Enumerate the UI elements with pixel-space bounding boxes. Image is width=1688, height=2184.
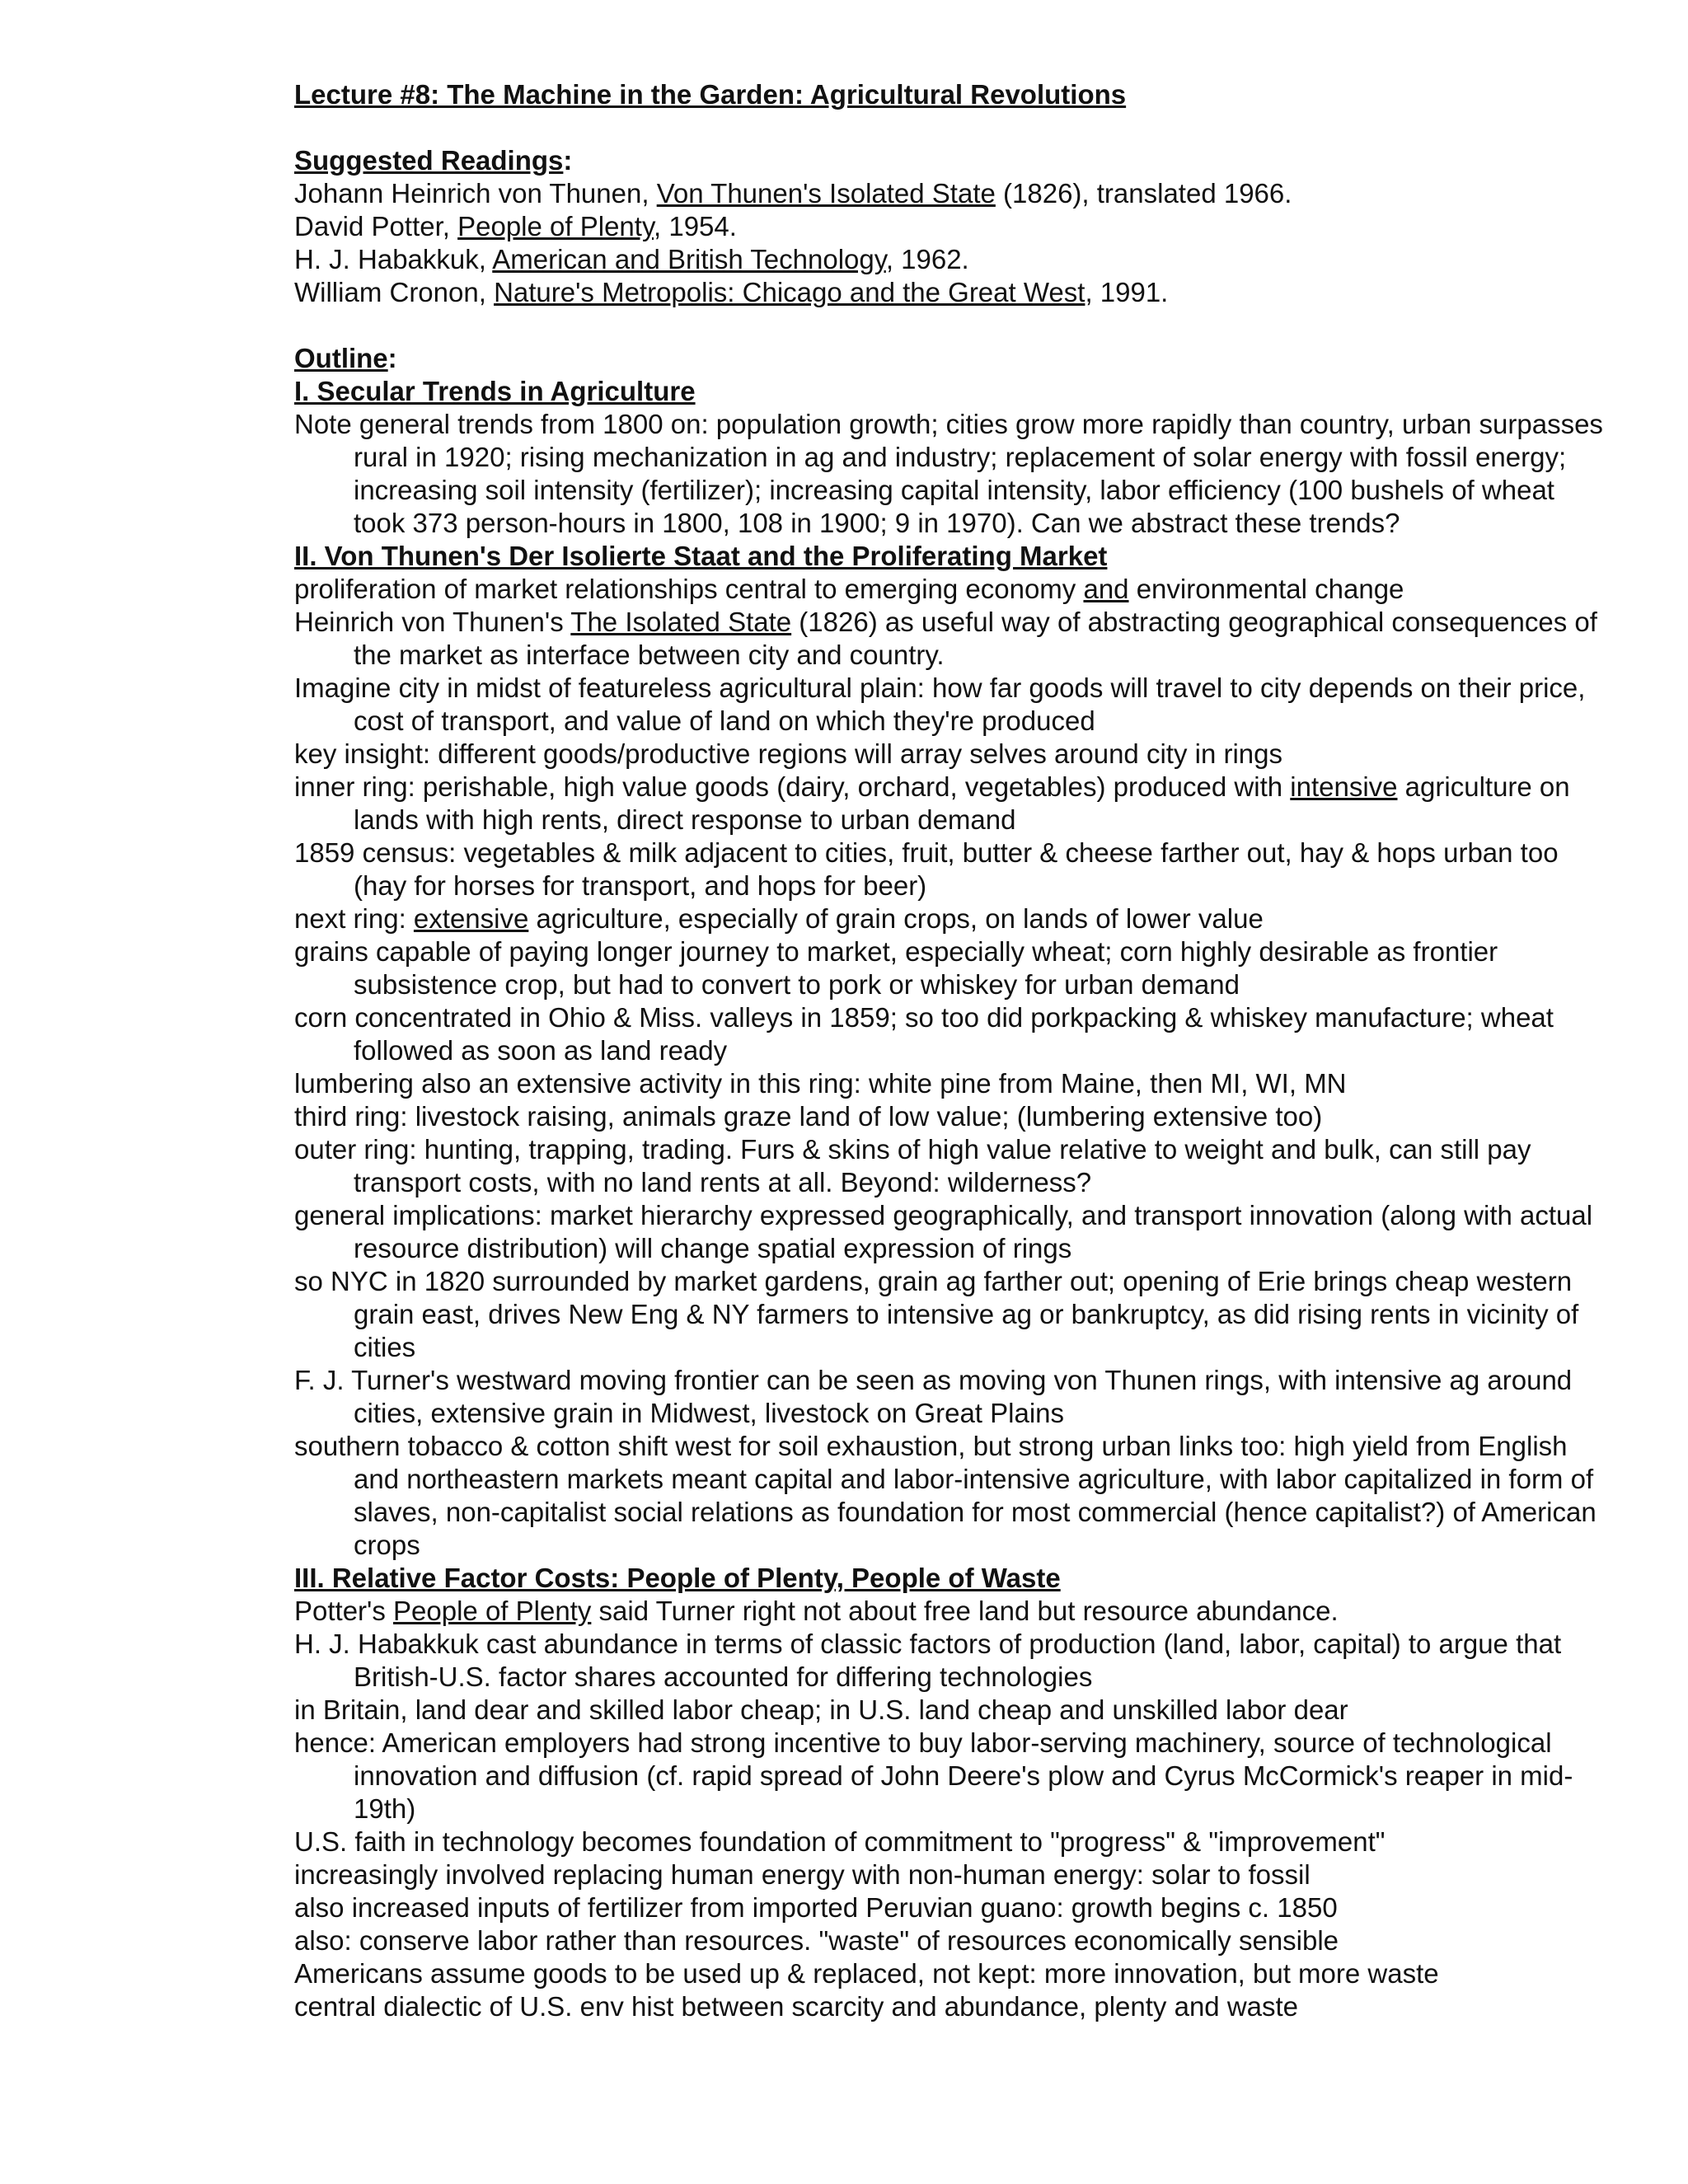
outline-item bbox=[294, 1595, 1613, 1628]
outline-item bbox=[294, 902, 1613, 935]
item-text: Potter's bbox=[294, 1596, 394, 1626]
document-title: Lecture #8: The Machine in the Garden: Agricultural Revolutions bbox=[294, 79, 1127, 110]
outline-item: grains capable of paying longer journey to market, especially wheat; corn highly desirable as frontier subsistence crop, but had to convert to pork or whiskey for urban demand bbox=[294, 936, 1498, 1000]
section-heading-text: II. Von Thunen's Der Isolierte Staat and the Proliferating Market bbox=[294, 541, 1108, 571]
section-heading-text: III. Relative Factor Costs: People of Plenty, People of Waste bbox=[294, 1563, 1061, 1593]
reading-item bbox=[294, 243, 1613, 276]
item-text: proliferation of market relationships central to emerging economy bbox=[294, 574, 1084, 604]
item-text: environmental change bbox=[1128, 574, 1404, 604]
outline-item: F. J. Turner's westward moving frontier can be seen as moving von Thunen rings, with intensive ag around cities, extensive grain in Midwest, livestock on Great Plains bbox=[294, 1365, 1573, 1428]
outline-item: Imagine city in midst of featureless agricultural plain: how far goods will travel to city depends on their price, cost of transport, and value of land on which they're produced bbox=[294, 673, 1586, 736]
reading-title: People of Plenty bbox=[457, 211, 654, 241]
section-heading-1 bbox=[294, 375, 1613, 408]
readings-heading-colon: : bbox=[563, 145, 573, 176]
item-text: inner ring: perishable, high value goods (dairy, orchard, vegetables) produced with bbox=[294, 771, 1291, 802]
outline-item: in Britain, land dear and skilled labor cheap; in U.S. land cheap and unskilled labor dear bbox=[294, 1694, 1348, 1725]
reading-title: Von Thunen's Isolated State bbox=[656, 178, 996, 209]
item-text: Heinrich von Thunen's bbox=[294, 607, 571, 637]
item-emphasis: People of Plenty bbox=[393, 1596, 592, 1626]
outline-item: Americans assume goods to be used up & replaced, not kept: more innovation, but more waste bbox=[294, 1958, 1439, 1989]
reading-date: , 1962. bbox=[885, 244, 969, 274]
item-emphasis: extensive bbox=[413, 903, 529, 934]
outline-item: hence: American employers had strong incentive to buy labor-serving machinery, source of technological innovation and diffusion (cf. rapid spread of John Deere's plow and Cyrus McCormick's reaper in mid-19th) bbox=[294, 1727, 1573, 1824]
reading-item bbox=[294, 276, 1613, 309]
section-heading-text: I. Secular Trends in Agriculture bbox=[294, 376, 696, 406]
outline-item: general implications: market hierarchy expressed geographically, and transport innovation (along with actual resource distribution) will change spatial expression of rings bbox=[294, 1200, 1593, 1263]
outline-item: key insight: different goods/productive regions will array selves around city in rings bbox=[294, 738, 1282, 769]
outline-item: corn concentrated in Ohio & Miss. valleys in 1859; so too did porkpacking & whiskey manufacture; wheat followed as soon as land ready bbox=[294, 1002, 1554, 1066]
outline-item: outer ring: hunting, trapping, trading. Furs & skins of high value relative to weight and bulk, can still pay transport costs, with no land rents at all. Beyond: wilderness? bbox=[294, 1134, 1531, 1197]
reading-date: , 1954. bbox=[654, 211, 737, 241]
outline-heading bbox=[294, 342, 1613, 375]
reading-author: Johann Heinrich von Thunen, bbox=[294, 178, 657, 209]
outline-item: H. J. Habakkuk cast abundance in terms of classic factors of production (land, labor, capital) to argue that British-U.S. factor shares accounted for differing technologies bbox=[294, 1629, 1562, 1692]
item-text: next ring: bbox=[294, 903, 414, 934]
outline-item bbox=[294, 606, 1613, 672]
reading-title: Nature's Metropolis: Chicago and the Great West bbox=[494, 277, 1085, 307]
readings-heading bbox=[294, 144, 1613, 177]
spacer bbox=[294, 111, 1613, 144]
item-emphasis: The Isolated State bbox=[570, 607, 792, 637]
item-text: agriculture on lands with high rents, direct response to urban demand bbox=[354, 771, 1570, 835]
reading-author: H. J. Habakkuk, bbox=[294, 244, 493, 274]
item-emphasis: intensive bbox=[1290, 771, 1398, 802]
reading-item bbox=[294, 210, 1613, 243]
section-heading-2 bbox=[294, 540, 1613, 573]
outline-heading-colon: : bbox=[387, 343, 397, 373]
outline-item bbox=[294, 573, 1613, 606]
item-text: agriculture, especially of grain crops, on lands of lower value bbox=[528, 903, 1264, 934]
outline-item: lumbering also an extensive activity in this ring: white pine from Maine, then MI, WI, MN bbox=[294, 1068, 1347, 1099]
outline-item: also: conserve labor rather than resources. "waste" of resources economically sensible bbox=[294, 1925, 1339, 1956]
outline-item: 1859 census: vegetables & milk adjacent to cities, fruit, butter & cheese farther out, hay & hops urban too (hay for horses for transport, and hops for beer) bbox=[294, 837, 1559, 901]
outline-item: third ring: livestock raising, animals graze land of low value; (lumbering extensive too) bbox=[294, 1101, 1323, 1132]
outline-heading-text: Outline bbox=[294, 343, 388, 373]
reading-date: , 1991. bbox=[1085, 277, 1169, 307]
outline-item: Note general trends from 1800 on: population growth; cities grow more rapidly than country, urban surpasses rural in 1920; rising mechanization in ag and industry; replacement of solar energy with fossil energy; increasing soil intensity (fertilizer); increasing capital intensity, labor efficiency (100 bushels of wheat took 373 person-hours in 1800, 108 in 1900; 9 in 1970). Can we abstract these trends? bbox=[294, 409, 1603, 538]
item-emphasis: and bbox=[1083, 574, 1129, 604]
outline-item: also increased inputs of fertilizer from imported Peruvian guano: growth begins c. 1850 bbox=[294, 1892, 1338, 1923]
section-heading-3 bbox=[294, 1562, 1613, 1595]
readings-heading-text: Suggested Readings bbox=[294, 145, 564, 176]
item-text: (1826) as useful way of abstracting geographical consequences of the market as interface between city and country. bbox=[354, 607, 1597, 670]
reading-author: David Potter, bbox=[294, 211, 458, 241]
spacer bbox=[294, 309, 1613, 342]
outline-item: U.S. faith in technology becomes foundation of commitment to "progress" & "improvement" bbox=[294, 1826, 1386, 1857]
reading-item bbox=[294, 177, 1613, 210]
outline-item: increasingly involved replacing human energy with non-human energy: solar to fossil bbox=[294, 1859, 1311, 1890]
outline-item: so NYC in 1820 surrounded by market gardens, grain ag farther out; opening of Erie brings cheap western grain east, drives New Eng & NY farmers to intensive ag or bankruptcy, as did rising rents in vicinity of cities bbox=[294, 1266, 1579, 1362]
outline-item: central dialectic of U.S. env hist between scarcity and abundance, plenty and waste bbox=[294, 1991, 1299, 2022]
outline-item bbox=[294, 771, 1613, 837]
outline-item: southern tobacco & cotton shift west for soil exhaustion, but strong urban links too: high yield from English and northeastern markets meant capital and labor-intensive agriculture, with labor capitalized in form of slaves, non-capitalist social relations as foundation for most commercial (hence capitalist?) of American crops bbox=[294, 1431, 1597, 1560]
reading-date: (1826), translated 1966. bbox=[995, 178, 1292, 209]
lecture-document bbox=[294, 78, 1613, 2023]
item-text: said Turner right not about free land but resource abundance. bbox=[591, 1596, 1339, 1626]
reading-title: American and British Technology bbox=[492, 244, 886, 274]
reading-author: William Cronon, bbox=[294, 277, 495, 307]
